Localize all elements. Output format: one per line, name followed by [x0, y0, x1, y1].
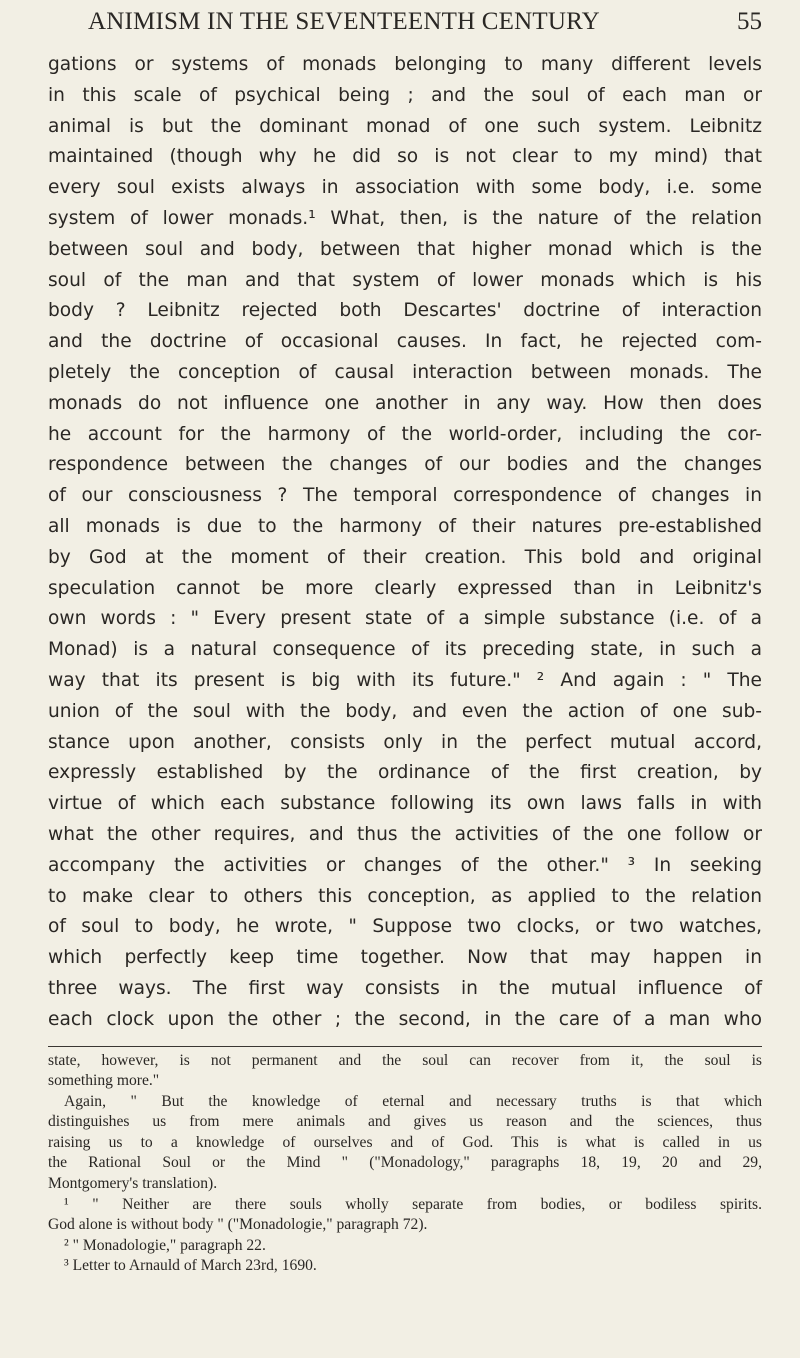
text-line: by God at the moment of their creation. This bold and original — [48, 546, 762, 568]
text-line: and the doctrine of occasional causes. In fact, he rejected com- — [48, 331, 762, 353]
text-line: maintained (though why he did so is not clear to my mind) that — [48, 146, 762, 168]
text-line: body ? Leibnitz rejected both Descartes' doctrine of interaction — [48, 300, 762, 322]
text-line: he account for the harmony of the world-order, including the cor- — [48, 423, 762, 445]
footnotes — [48, 1051, 762, 1278]
text-line: expressly established by the ordinance of the first creation, by — [48, 762, 762, 784]
footnote-line: ³ Letter to Arnauld of March 23rd, 1690. — [64, 1257, 317, 1275]
footnote-line: distinguishes us from mere animals and gives us reason and the sciences, thus — [48, 1113, 762, 1131]
running-title: ANIMISM IN THE SEVENTEENTH CENTURY — [88, 8, 600, 35]
footnote-line: something more." — [48, 1072, 160, 1090]
footnote-line: Again, " But the knowledge of eternal and necessary truths is that which — [64, 1092, 762, 1110]
text-line: animal is but the dominant monad of one such system. Leibnitz — [48, 115, 762, 137]
text-line: in this scale of psychical being ; and the soul of each man or — [48, 84, 762, 106]
footnote-divider — [48, 1046, 762, 1047]
footnote-line: raising us to a knowledge of ourselves and of God. This is what is called in us — [48, 1133, 762, 1151]
text-line: between soul and body, between that higher monad which is the — [48, 238, 762, 260]
text-line: every soul exists always in association with some body, i.e. some — [48, 177, 762, 199]
text-line: union of the soul with the body, and even the action of one sub- — [48, 700, 762, 722]
footnote-line: Montgomery's translation). — [48, 1175, 218, 1193]
text-line: gations or systems of monads belonging to many different levels — [48, 54, 762, 75]
text-line: way that its present is big with its future." ² And again : " The — [48, 669, 762, 691]
text-line: pletely the conception of causal interaction between monads. The — [48, 361, 762, 383]
footnote-line: ¹ " Neither are there souls wholly separate from bodies, or bodiless spirits. — [64, 1195, 762, 1213]
text-line: of our consciousness ? The temporal correspondence of changes in — [48, 485, 762, 507]
text-line: three ways. The first way consists in the mutual influence of — [48, 977, 762, 999]
footnote-line: state, however, is not permanent and the soul can recover from it, the soul is — [48, 1051, 762, 1069]
page-header — [48, 6, 762, 46]
text-line: Monad) is a natural consequence of its preceding state, in such a — [48, 639, 762, 661]
text-line: speculation cannot be more clearly expressed than in Leibnitz's — [48, 577, 762, 599]
footnote-line: ² " Monadologie," paragraph 22. — [64, 1236, 266, 1254]
footnote-line: God alone is without body " ("Monadologie," paragraph 72). — [48, 1216, 428, 1234]
text-line: of soul to body, he wrote, " Suppose two clocks, or two watches, — [48, 916, 762, 938]
text-line: which perfectly keep time together. Now that may happen in — [48, 947, 762, 969]
text-line: to make clear to others this conception, as applied to the relation — [48, 885, 762, 907]
text-line: system of lower monads.¹ What, then, is the nature of the relation — [48, 207, 762, 229]
main-text — [48, 50, 762, 1036]
text-line: monads do not influence one another in any way. How then does — [48, 392, 762, 414]
text-line: accompany the activities or changes of the other." ³ In seeking — [48, 854, 762, 876]
text-line: virtue of which each substance following its own laws falls in with — [48, 793, 762, 815]
text-line: respondence between the changes of our bodies and the changes — [48, 454, 762, 476]
text-line: all monads is due to the harmony of their natures pre-established — [48, 515, 762, 537]
page-number: 55 — [737, 8, 762, 35]
text-line: own words : " Every present state of a simple substance (i.e. of a — [48, 608, 762, 630]
text-line: soul of the man and that system of lower monads which is his — [48, 269, 762, 291]
footnote-line: the Rational Soul or the Mind " ("Monadology," paragraphs 18, 19, 20 and 29, — [48, 1154, 762, 1172]
text-line: each clock upon the other ; the second, in the care of a man who — [48, 1008, 762, 1030]
text-line: stance upon another, consists only in the perfect mutual accord, — [48, 731, 762, 753]
text-line: what the other requires, and thus the activities of the one follow or — [48, 823, 762, 845]
